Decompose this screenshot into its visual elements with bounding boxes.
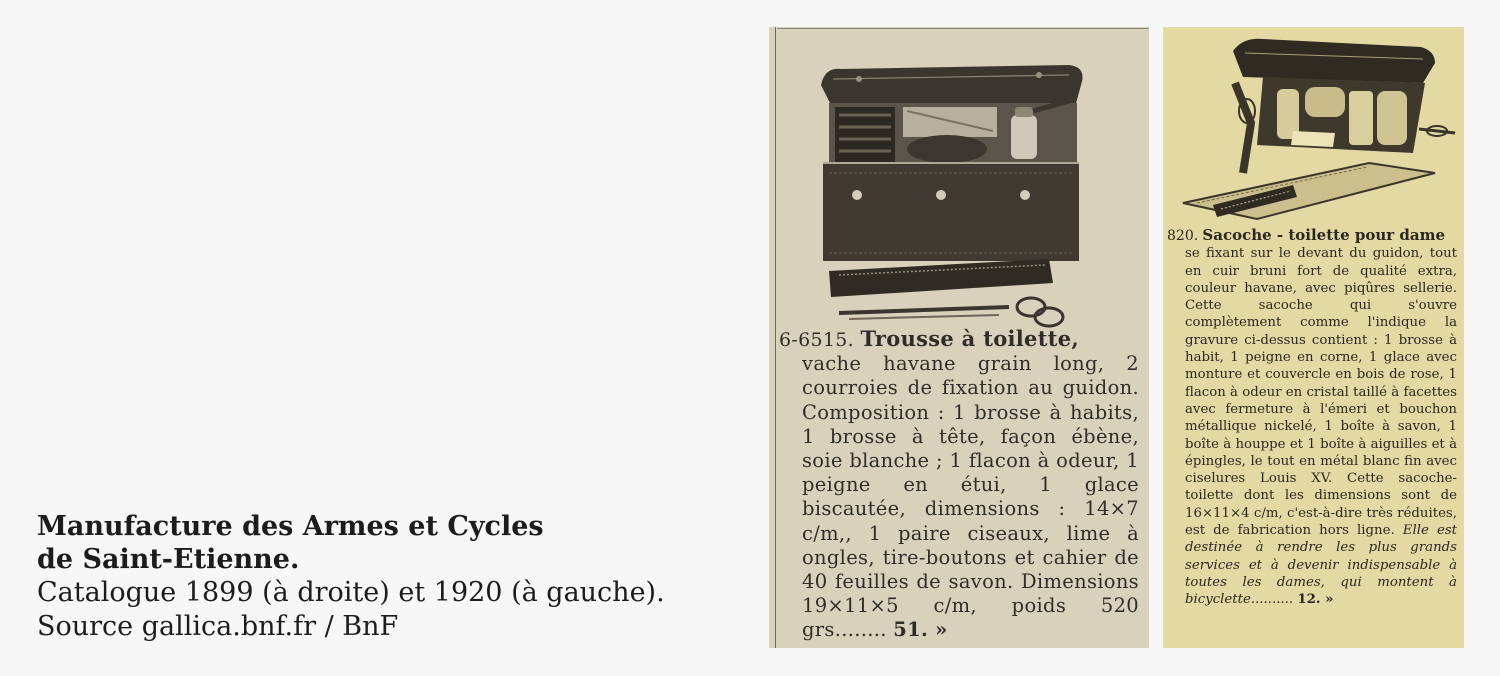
entry-1899-ref: 820. [1167, 228, 1199, 244]
caption-catalogue-note: Catalogue 1899 (à droite) et 1920 (à gauche). [37, 577, 665, 608]
catalogue-1899-clipping [1163, 27, 1464, 648]
catalogue-1899-entry [1167, 227, 1457, 609]
entry-1899-italic-note: Elle est destinée à rendre les plus grands services et à devenir indispensable à toutes les dames, qui montent à bicyclette.......... [1185, 523, 1457, 608]
bicycle-toilet-bag-engraving [1173, 33, 1458, 228]
entry-1920-description: vache havane grain long, 2 courroies de fixation au guidon. Composition : 1 brosse à habits, 1 brosse à tête, façon ébène, soie blanche ; 1 flacon à odeur, 1 peigne en étui, 1 glace biscautée, dimensions : 14×7 c/m,, 1 paire ciseaux, lime à ongles, tire-boutons et cahier de 40 feuilles de savon. Dimensions 19×11×5 c/m, poids 520 grs........ [802, 352, 1139, 642]
entry-1920-price: 51. » [893, 618, 948, 642]
entry-1899-body [1167, 245, 1457, 608]
entry-1920-heading [779, 327, 1139, 352]
entry-1899-price: 12. » [1297, 592, 1334, 608]
catalogue-1920-clipping [769, 27, 1149, 648]
caption-title-line-2: de Saint-Etienne. [37, 544, 300, 575]
toilet-kit-engraving [819, 45, 1119, 335]
entry-1920-body [779, 352, 1139, 642]
caption-source: Source gallica.bnf.fr / BnF [37, 611, 399, 642]
entry-1899-description: se fixant sur le devant du guidon, tout en cuir bruni fort de qualité extra, couleur havane, avec piqûres sellerie. Cette sacoche qui s'ouvre complètement comme l'indique la gravure ci-dessus contient : 1 brosse à habit, 1 peigne en corne, 1 glace avec monture et couvercle en bois de rose, 1 flacon à odeur en cristal taillé à facettes avec fermeture à l'émeri et bouchon métallique nickelé, 1 boîte à savon, 1 boîte à houppe et 1 boîte à aiguilles et à épingles, le tout en métal blanc fin avec ciselures Louis XV. Cette sacoche-toilette dont les dimensions sont de 16×11×4 c/m, c'est-à-dire très réduites, est de fabrication hors ligne. [1185, 246, 1457, 539]
caption [37, 510, 757, 644]
entry-1920-title: Trousse à toilette, [860, 326, 1079, 351]
entry-1899-heading [1167, 227, 1457, 245]
caption-title-line-1: Manufacture des Armes et Cycles [37, 511, 544, 542]
catalogue-1920-entry [779, 327, 1139, 643]
entry-1920-ref: 6-6515. [779, 329, 855, 351]
entry-1899-title: Sacoche - toilette pour dame [1202, 226, 1445, 244]
